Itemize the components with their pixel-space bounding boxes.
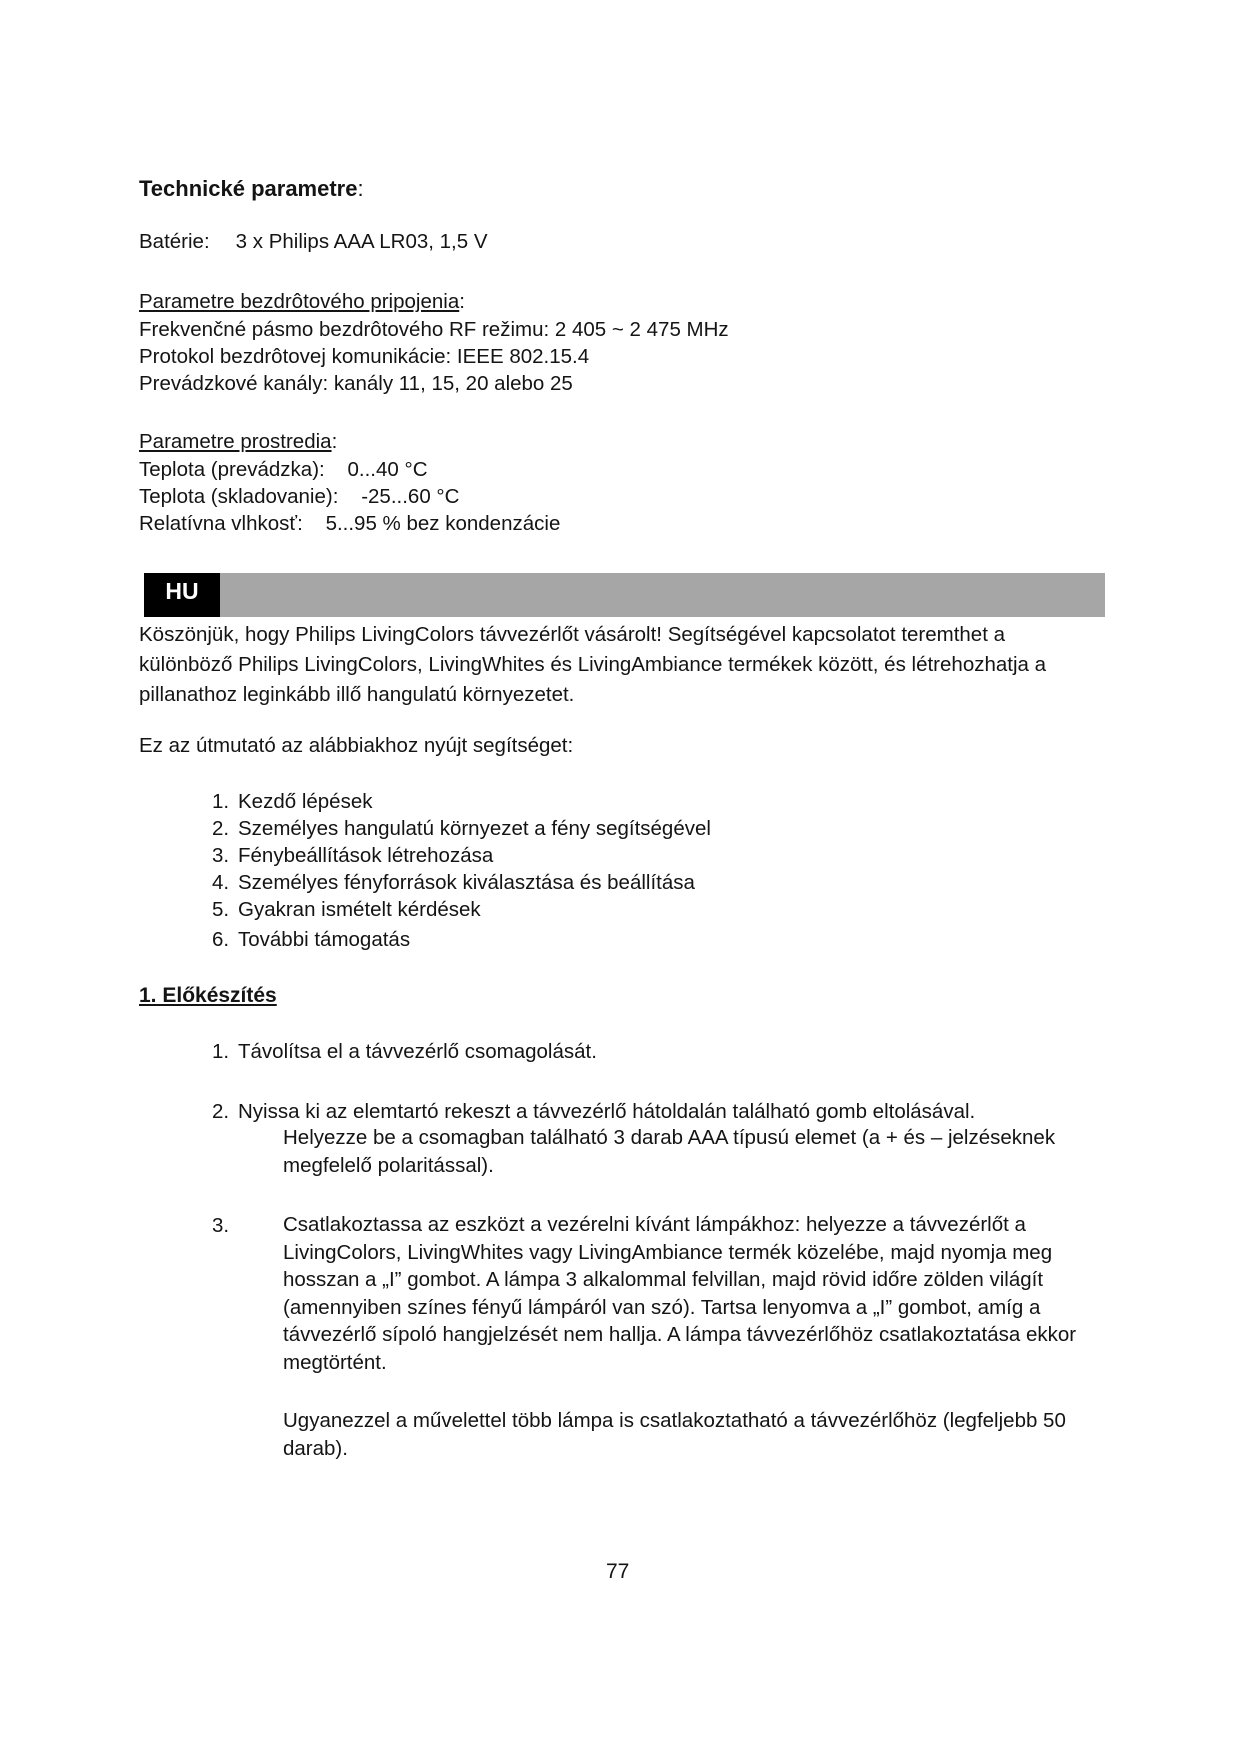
language-tab-hu: HU	[144, 573, 220, 617]
wireless-line: Prevádzkové kanály: kanály 11, 15, 20 alebo 25	[139, 372, 573, 395]
toc-item-number: 2.	[212, 817, 230, 840]
env-line: Relatívna vlhkosť: 5...95 % bez kondenzácie	[139, 512, 561, 535]
step-note: Ugyanezzel a művelettel több lámpa is csatlakoztatható a távvezérlőhöz (legfeljebb 50 darab).	[283, 1409, 1066, 1460]
toc-item	[212, 844, 493, 868]
section-heading: 1. Előkészítés	[139, 984, 277, 1007]
hu-intro-paragraph: Köszönjük, hogy Philips LivingColors távvezérlőt vásárolt! Segítségével kapcsolatot teremthet a különböző Philips LivingColors, LivingWhites és LivingAmbiance termékek között, és létrehozhatja a pillanathoz leginkább illő hangulatú környezetet.	[139, 623, 1047, 706]
wireless-heading-text: Parametre bezdrôtového pripojenia	[139, 290, 460, 313]
env-line: Teplota (prevádzka): 0...40 °C	[139, 458, 428, 481]
toc-item	[212, 898, 481, 922]
step-text: Távolítsa el a távvezérlő csomagolását.	[238, 1040, 597, 1063]
toc-item	[212, 928, 410, 952]
tech-heading	[139, 176, 364, 202]
battery-label: Batérie:	[139, 230, 210, 253]
step-number: 1.	[212, 1040, 230, 1063]
env-heading-text: Parametre prostredia	[139, 430, 332, 453]
toc-item-text: Személyes fényforrások kiválasztása és beállítása	[238, 871, 695, 894]
wireless-line: Frekvenčné pásmo bezdrôtového RF režimu: 2 405 ~ 2 475 MHz	[139, 318, 729, 341]
step-item	[212, 1040, 597, 1064]
battery-row	[139, 230, 488, 254]
battery-value: 3 x Philips AAA LR03, 1,5 V	[235, 230, 488, 253]
toc-item	[212, 817, 711, 841]
toc-item-number: 5.	[212, 898, 230, 921]
env-heading-colon: :	[331, 430, 338, 453]
toc-item-text: Gyakran ismételt kérdések	[238, 898, 481, 921]
step-text: Csatlakoztassa az eszközt a vezérelni kívánt lámpákhoz: helyezze a távvezérlőt a LivingColors, LivingWhites vagy LivingAmbiance termék közelébe, majd nyomja meg hosszan a „I” gombot. A lámpa 3 alkalommal felvillan, majd rövid időre zölden világít (amennyiben színes fényű lámpáról van szó). Tartsa lenyomva a „I” gombot, amíg a távvezérlő sípoló hangjelzését nem hallja. A lámpa távvezérlőhöz csatlakoztatása ekkor megtörtént.	[283, 1213, 1077, 1374]
wireless-heading	[139, 290, 465, 314]
page-number: 77	[606, 1560, 630, 1583]
tech-heading-text: Technické parametre	[139, 176, 358, 201]
toc-item-number: 4.	[212, 871, 230, 894]
toc-item-number: 3.	[212, 844, 230, 867]
env-heading	[139, 430, 337, 454]
tech-heading-colon: :	[357, 176, 364, 201]
step-number: 2.	[212, 1100, 230, 1123]
language-section-bar	[144, 573, 1105, 617]
toc-item-text: Kezdő lépések	[238, 790, 373, 813]
toc-item-text: További támogatás	[238, 928, 411, 951]
wireless-heading-colon: :	[459, 290, 465, 313]
step-number: 3.	[212, 1214, 230, 1237]
env-line: Teplota (skladovanie): -25...60 °C	[139, 485, 460, 508]
wireless-line: Protokol bezdrôtovej komunikácie: IEEE 802.15.4	[139, 345, 590, 368]
toc-item-number: 6.	[212, 928, 230, 951]
toc-item-number: 1.	[212, 790, 230, 813]
toc-item-text: Személyes hangulatú környezet a fény segítségével	[238, 817, 711, 840]
step-item	[212, 1100, 975, 1124]
step-continuation: Helyezze be a csomagban található 3 darab AAA típusú elemet (a + és – jelzéseknek megfelelő polaritással).	[283, 1126, 1056, 1177]
toc-item	[212, 871, 695, 895]
step-text: Nyissa ki az elemtartó rekeszt a távvezérlő hátoldalán található gomb eltolásával.	[238, 1100, 976, 1123]
toc-item-text: Fénybeállítások létrehozása	[238, 844, 494, 867]
guide-intro: Ez az útmutató az alábbiakhoz nyújt segítséget:	[139, 734, 574, 757]
toc-item	[212, 790, 372, 814]
